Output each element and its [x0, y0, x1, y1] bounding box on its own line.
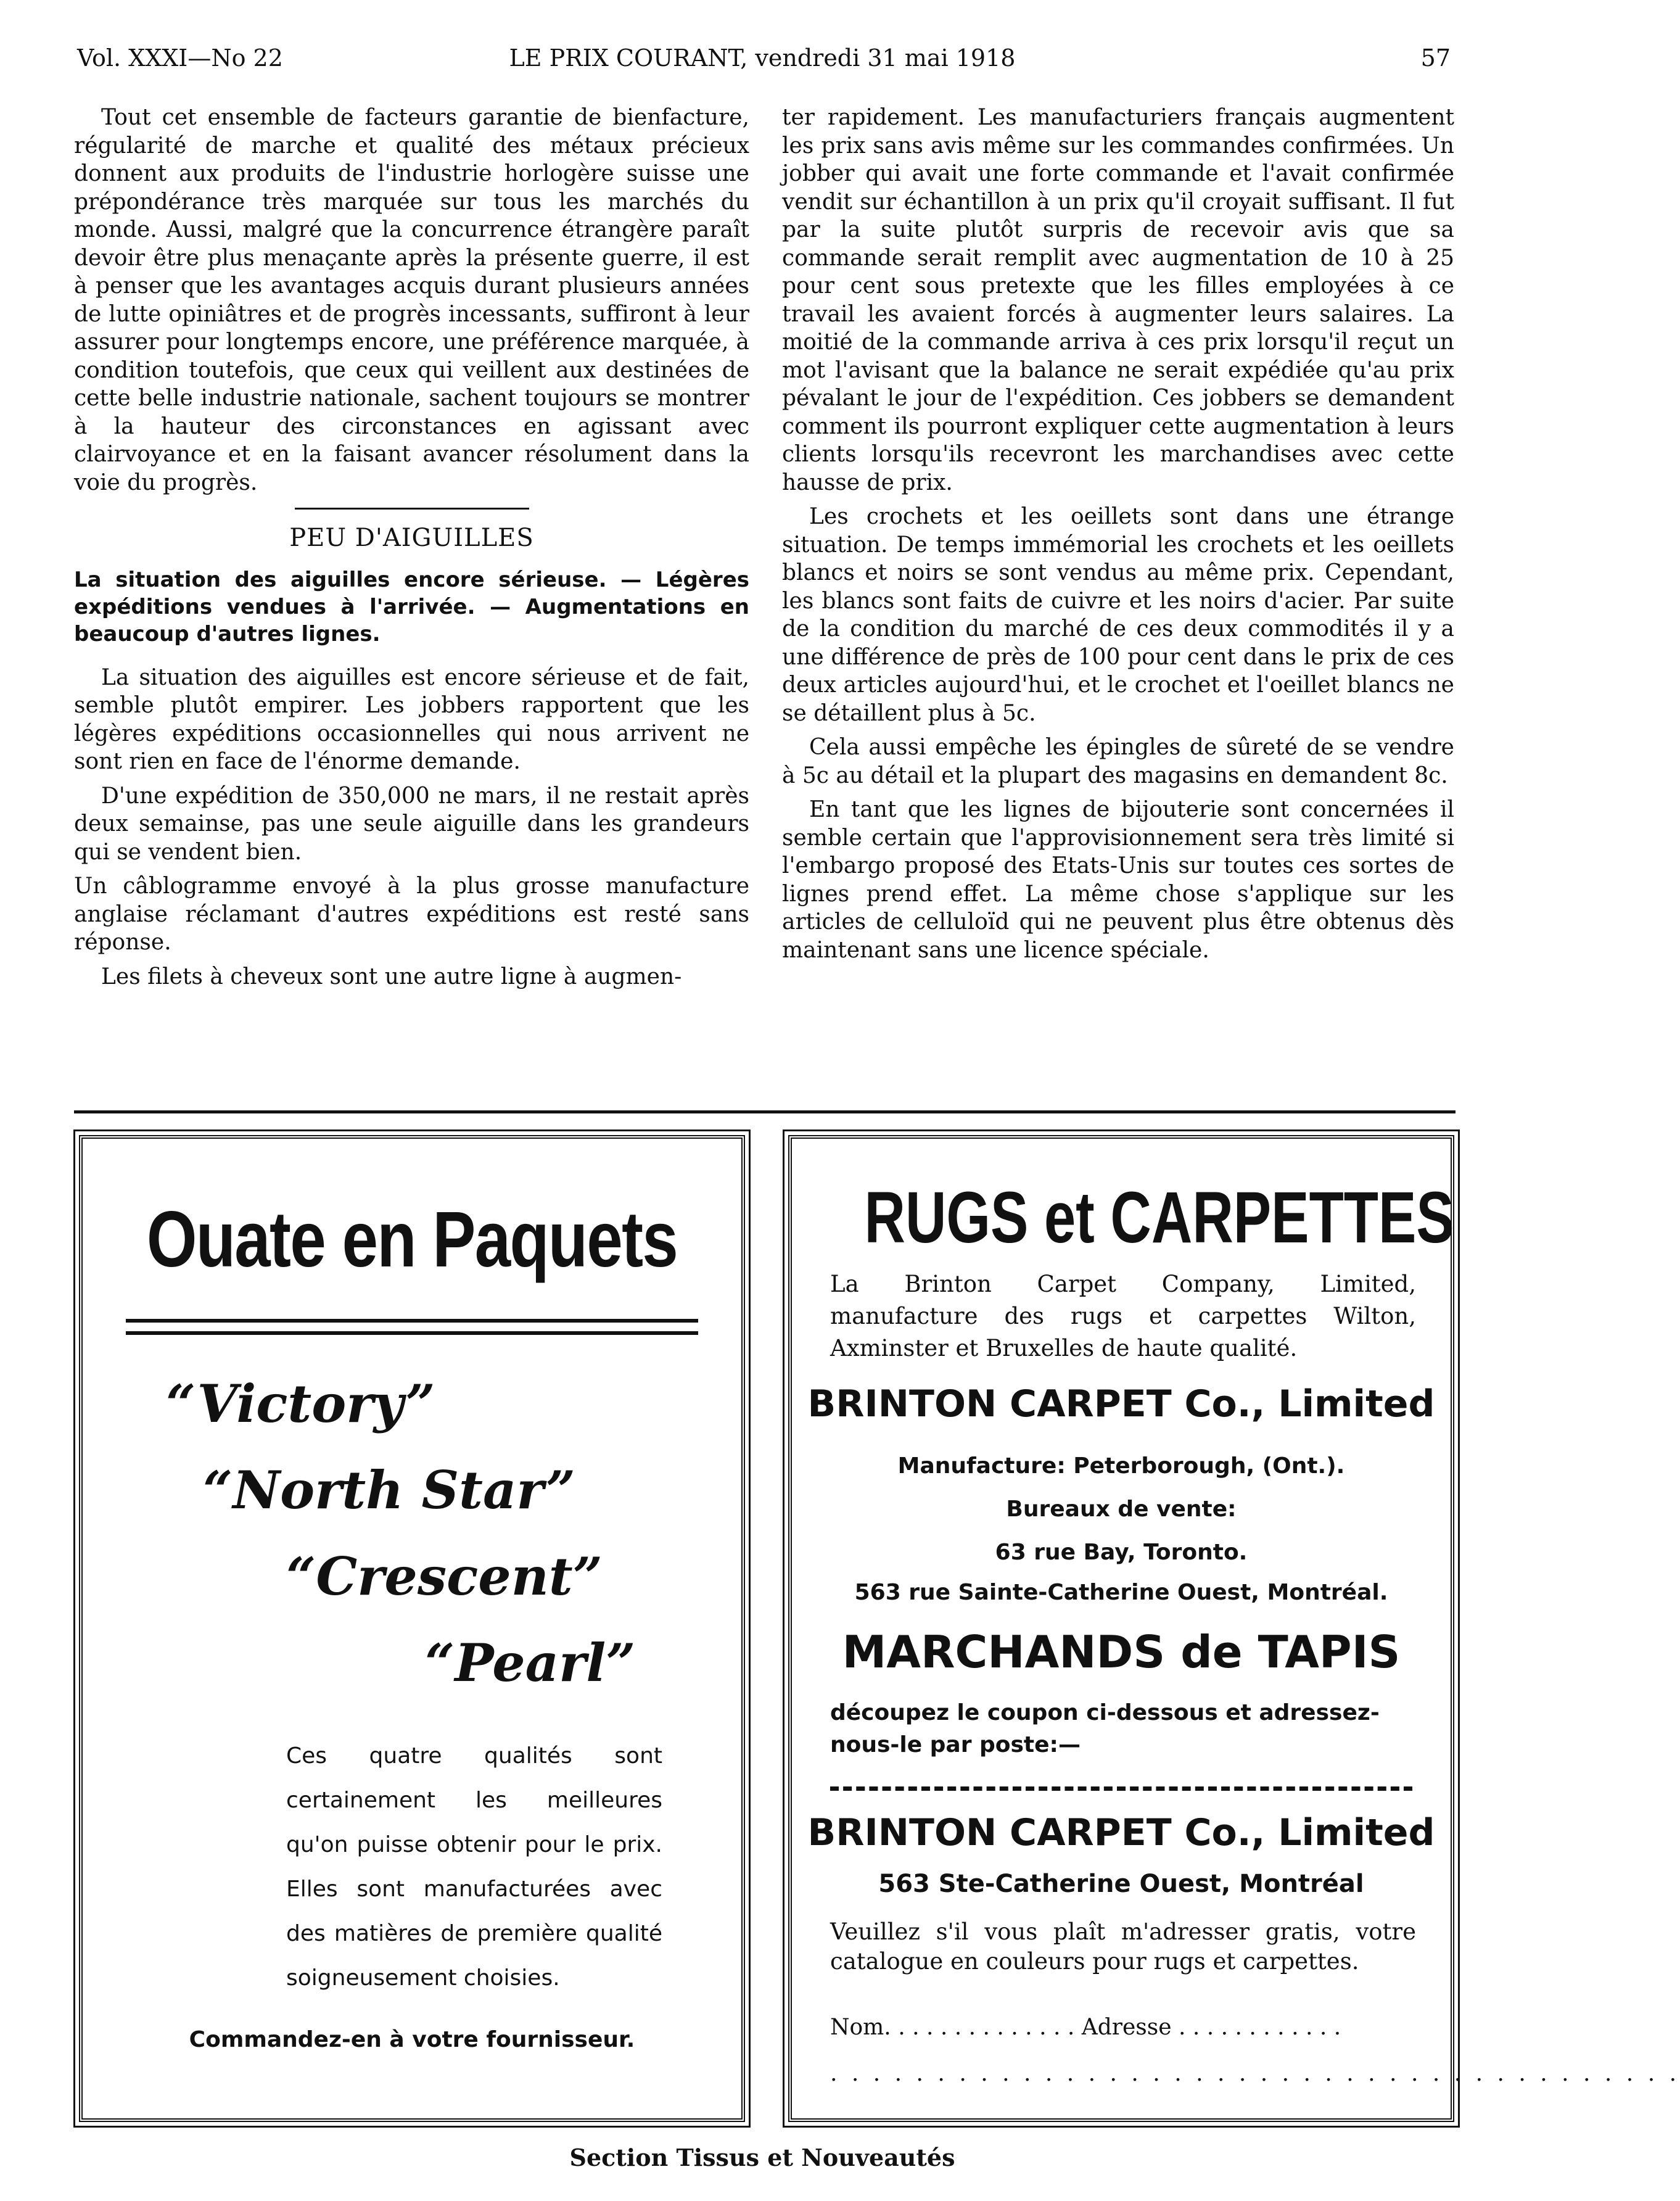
- intro-paragraph: Tout cet ensemble de facteurs garantie de bienfacture, régularité de marche et qualité des métaux précieux donnent aux produits de l'industrie horlogère suisse une prépondérance très marquée sur tous les marchés du monde. Aussi, malgré que la concurrence étrangère paraît devoir être plus menaçante après la présente guerre, il est à penser que les avantages acquis durant plusieurs années de lutte opiniâtres et de progrès incessants, suffiront à leur assurer pour longtemps encore, une préférence marquée, à condition toutefois, que ceux qui veillent aux destinées de cette belle industrie nationale, sachent toujours se montrer à la hauteur des circonstances en agissant avec clairvoyance et en la faisant avancer résolument dans la voie du progrès.: [74, 105, 749, 495]
- article-paragraph: Cela aussi empêche les épingles de sûreté de se vendre à 5c au détail et la plupart des magasins en demandent 8c.: [782, 735, 1454, 788]
- section-subheading: La situation des aiguilles encore sérieuse. — Légères expéditions vendues à l'arrivée. — Augmentations en beaucoup d'autres lignes.: [74, 567, 749, 646]
- article-paragraph: La situation des aiguilles est encore sérieuse et de fait, semble plutôt empirer. Les jobbers rapportent que les légères expéditions occasionnelles qui nous arrivent ne sont rien en face de l'énorme demande.: [74, 664, 749, 774]
- article-paragraph: Les crochets et les oeillets sont dans une étrange situation. De temps immémorial les crochets et les oeillets blancs et noirs se sont vendus au même prix. Cependant, les blancs sont faits de cuivre et les noirs d'acier. Par suite de la condition du marché de ces deux commodités il y a une différence de près de 100 pour cent dans le prix de ces deux articles aujourd'hui, et le crochet et l'oeillet blancs ne se détaillent plus à 5c.: [782, 504, 1454, 726]
- ad-body: Ces quatre qualités sont certainement les meilleures qu'on puisse obtenir pour le prix. Elles sont manufacturées avec des matières de première qualité soigneusement choisies.: [286, 1743, 662, 1991]
- article-paragraph: En tant que les lignes de bijouterie sont concernées il semble certain que l'approvisionnement sera très limité si l'embargo proposé des Etats-Unis sur toutes ces sortes de lignes prend effet. La même chose s'applique sur les articles de celluloïd qui ne peuvent plus être obtenus dès maintenant sans une licence spéciale.: [782, 797, 1454, 963]
- article-paragraph: D'une expédition de 350,000 ne mars, il ne restait après deux semainse, pas une seule aiguille dans les grandeurs qui se vendent bien.: [74, 783, 749, 865]
- coupon-form-line: Nom. . . . . . . . . . . . . . Adresse . . . . . . . . . . . .: [830, 2015, 1341, 2040]
- article-paragraph: Un câblogramme envoyé à la plus grosse manufacture anglaise réclamant d'autres expéditions est resté sans réponse.: [74, 873, 749, 955]
- ads-separator-rule: [74, 1110, 1456, 1113]
- brand-name: “Crescent”: [286, 1546, 603, 1607]
- brand-name: “Victory”: [166, 1373, 435, 1434]
- info-line: 563 rue Sainte-Catherine Ouest, Montréal.: [854, 1580, 1388, 1605]
- section-footer: Section Tissus et Nouveautés: [569, 2144, 955, 2171]
- coupon-address: 563 Ste-Catherine Ouest, Montréal: [878, 1870, 1364, 1898]
- marchands-heading: MARCHANDS de TAPIS: [842, 1626, 1401, 1678]
- ad-ouate-en-paquets: [79, 1135, 745, 2122]
- section-rule: [295, 508, 529, 510]
- info-line: Bureaux de vente:: [1006, 1497, 1237, 1522]
- section-heading: PEU D'AIGUILLES: [289, 524, 534, 552]
- ad-rugs-et-carpettes: [788, 1135, 1680, 2122]
- coupon-instructions: découpez le coupon ci-dessous et adressez-nous-le par poste:—: [830, 1700, 1380, 1757]
- right-column: [782, 104, 1454, 970]
- page-number: 57: [1420, 44, 1451, 72]
- company-name: BRINTON CARPET Co., Limited: [807, 1382, 1435, 1426]
- volume-number: Vol. XXXI—No 22: [77, 44, 283, 72]
- article-paragraph: ter rapidement. Les manufacturiers français augmentent les prix sans avis même sur les commandes confirmées. Un jobber qui avait une forte commande et l'avait confirmée vendit sur échantillon à un prix qu'il croyait suffisant. Il fut par la suite plutôt surpris de recevoir avis que sa commande serait remplit avec augmentation de 10 à 25 pour cent sous pretexte que les filles employées à ce travail les avaient forcés à augmenter leurs salaires. La moitié de la commande arriva à ces prix lorsqu'il reçut un mot l'avisant que la balance ne serait expédiée qu'au prix pévalant le jour de l'expédition. Ces jobbers se demandent comment ils pourront expliquer cette augmentation à leurs clients lorsqu'ils recevront les marchandises avec cette hausse de prix.: [782, 105, 1454, 495]
- catalogue-request: Veuillez s'il vous plaît m'adresser gratis, votre catalogue en couleurs pour rugs et carpettes.: [830, 1918, 1416, 1975]
- ad-footer: Commandez-en à votre fournisseur.: [189, 2027, 635, 2052]
- brand-name: “Pearl”: [425, 1632, 636, 1693]
- ad-title: Ouate en Paquets: [146, 1195, 678, 1284]
- company-name-coupon: BRINTON CARPET Co., Limited: [807, 1811, 1435, 1854]
- ad-intro: La Brinton Carpet Company, Limited, manufacture des rugs et carpettes Wilton, Axminster et Bruxelles de haute qualité.: [830, 1271, 1416, 1361]
- ad-title: RUGS et CARPETTES: [864, 1177, 1454, 1258]
- article-paragraph: Les filets à cheveux sont une autre ligne à augmen-: [101, 964, 682, 989]
- brand-name: “North Star”: [203, 1460, 576, 1521]
- coupon-cut-line: [830, 1786, 1412, 1791]
- info-line: 63 rue Bay, Toronto.: [995, 1540, 1248, 1565]
- coupon-dotted-line: . . . . . . . . . . . . . . . . . . . . . . . . . . . . . . . . . . . . . . . .: [830, 2061, 1680, 2086]
- publication-title: LE PRIX COURANT, vendredi 31 mai 1918: [509, 44, 1016, 72]
- double-rule: [126, 1319, 698, 1335]
- left-column: [74, 104, 749, 997]
- info-line: Manufacture: Peterborough, (Ont.).: [897, 1453, 1345, 1479]
